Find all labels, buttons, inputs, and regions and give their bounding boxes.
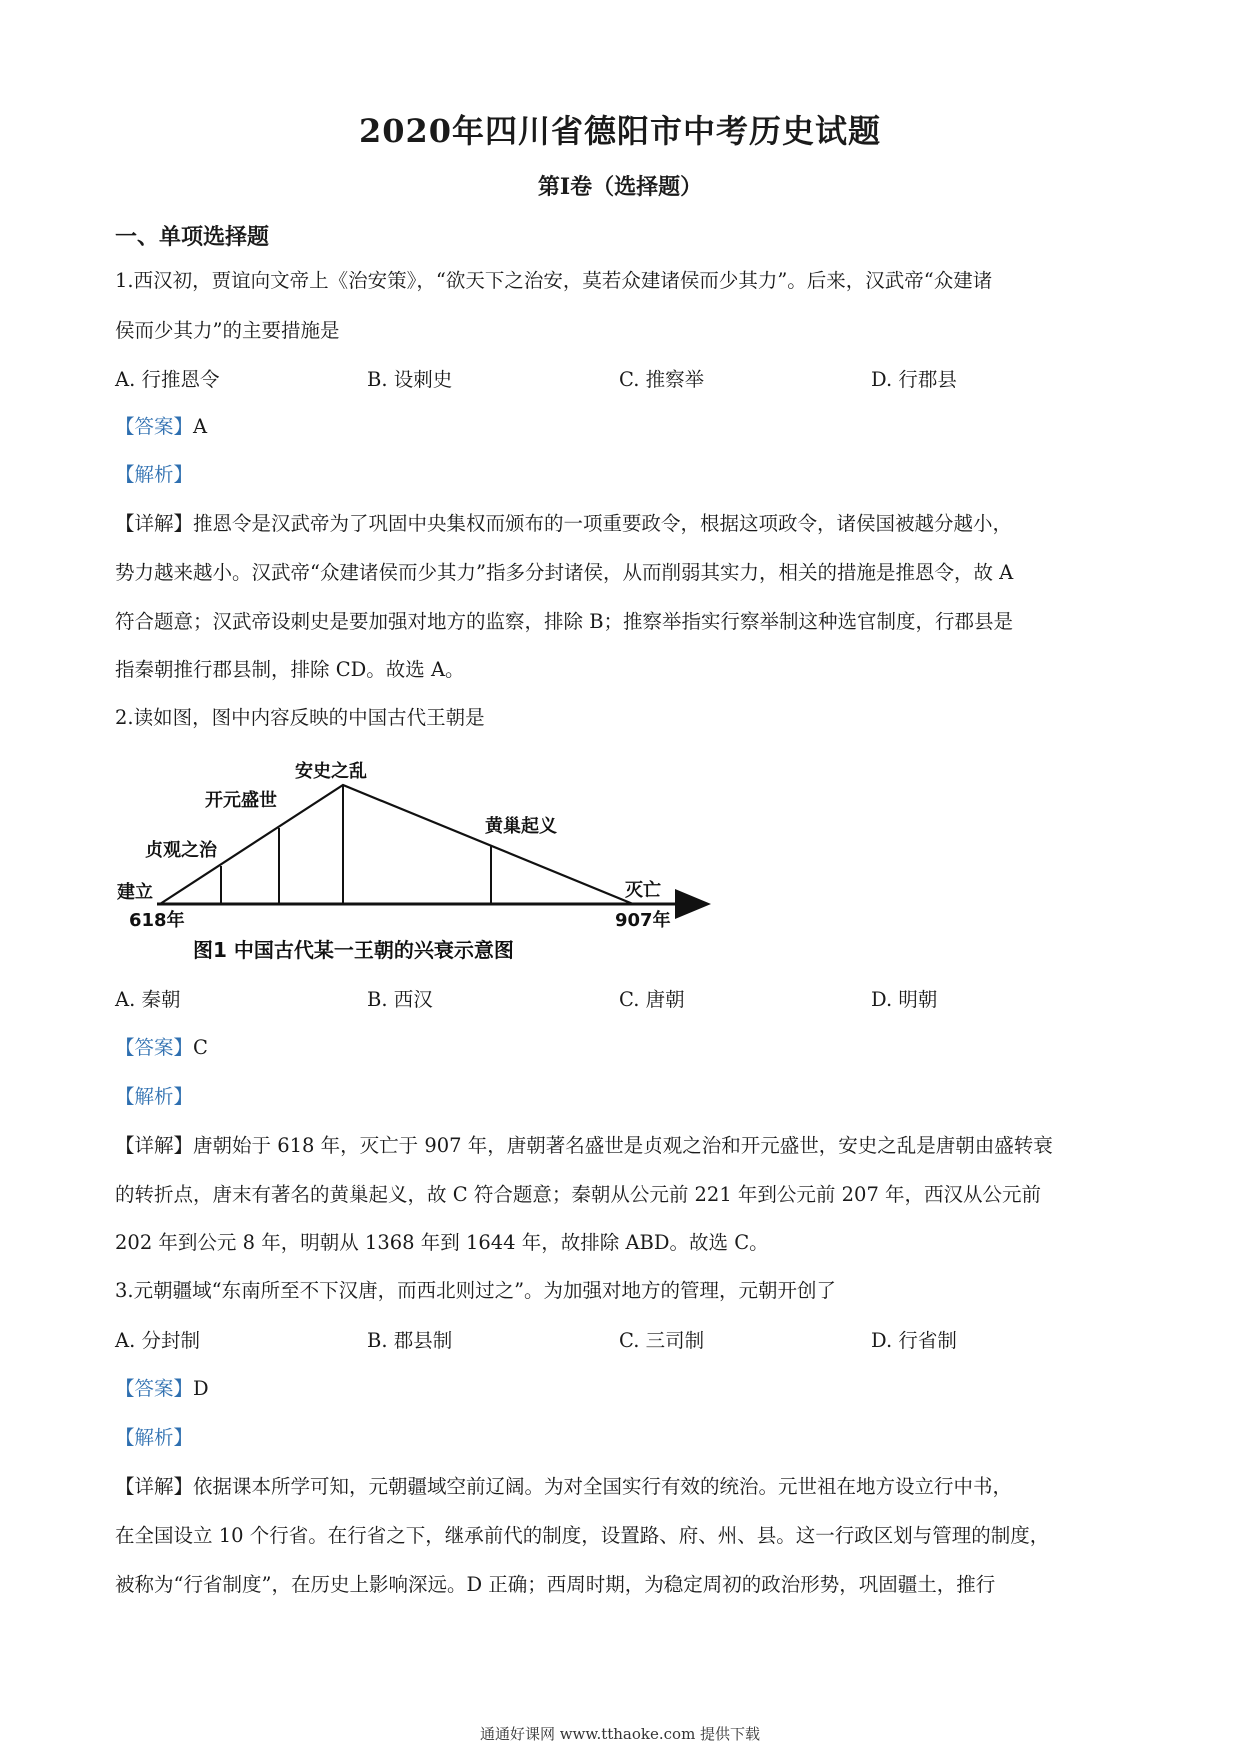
label-fall: 灭亡 — [625, 880, 661, 901]
q1-stem-line-1: 1.西汉初，贾谊向文帝上《治安策》，“欲天下之治安，莫若众建诸侯而少其力”。后来，汉武帝“众建诸 — [115, 269, 993, 292]
q3-stem: 3.元朝疆域“东南所至不下汉唐，而西北则过之”。为加强对地方的管理，元朝开创了 — [115, 1279, 837, 1302]
q1-stem-line-2: 侯而少其力”的主要措施是 — [115, 319, 340, 342]
detail-tag: 【详解】 — [115, 1475, 194, 1498]
q2-options — [115, 984, 1131, 1014]
q3-option-a: A. 分封制 — [115, 1329, 200, 1352]
q3-detail-line-2: 在全国设立 10 个行省。在行省之下，继承前代的制度，设置路、府、州、县。这一行政区划与管理的制度， — [115, 1524, 1050, 1547]
q1-option-b: B. 设刺史 — [367, 368, 453, 391]
dynasty-rise-fall-diagram — [115, 752, 715, 967]
q1-option-c: C. 推察举 — [619, 368, 705, 391]
page-footer: 通通好课网 www.tthaoke.com 提供下载 — [479, 1725, 761, 1743]
q1-detail-line-2: 势力越来越小。汉武帝“众建诸侯而少其力”指多分封诸侯，从而削弱其实力，相关的措施是推恩令，故 A — [115, 561, 1014, 584]
diagram-svg — [115, 752, 715, 967]
q3-detail-line-3: 被称为“行省制度”，在历史上影响深远。D 正确；西周时期，为稳定周初的政治形势，巩固疆土，推行 — [115, 1573, 996, 1596]
answer-tag: 【答案】 — [115, 1036, 194, 1059]
q3-answer — [115, 1374, 209, 1404]
answer-tag: 【答案】 — [115, 415, 194, 438]
q2-option-c: C. 唐朝 — [619, 988, 685, 1011]
q2-detail-line-2: 的转折点，唐末有著名的黄巢起义，故 C 符合题意；秦朝从公元前 221 年到公元前 207 年，西汉从公元前 — [115, 1183, 1042, 1206]
q3-option-b: B. 郡县制 — [367, 1329, 453, 1352]
q1-answer — [115, 412, 207, 442]
analysis-tag: 【解析】 — [115, 1426, 194, 1449]
label-anshi: 安史之乱 — [295, 761, 367, 782]
q2-answer — [115, 1033, 208, 1063]
q2-option-b: B. 西汉 — [367, 988, 433, 1011]
figure-caption: 图1 中国古代某一王朝的兴衰示意图 — [193, 938, 514, 962]
q3-option-c: C. 三司制 — [619, 1329, 705, 1352]
q3-detail-text-1: 依据课本所学可知，元朝疆域空前辽阔。为对全国实行有效的统治。元世祖在地方设立行中书， — [193, 1475, 1013, 1498]
q2-analysis — [115, 1082, 193, 1112]
q2-stem: 2.读如图，图中内容反映的中国古代王朝是 — [115, 706, 485, 729]
q1-detail-text-1: 推恩令是汉武帝为了巩固中央集权而颁布的一项重要政令，根据这项政令，诸侯国被越分越小， — [193, 512, 1013, 535]
q1-detail-line-4: 指秦朝推行郡县制，排除 CD。故选 A。 — [115, 658, 465, 681]
q1-option-a: A. 行推恩令 — [115, 368, 220, 391]
q2-detail-line-1 — [115, 1131, 1131, 1161]
q3-options — [115, 1325, 1131, 1355]
q3-option-d: D. 行省制 — [871, 1329, 957, 1352]
label-founding: 建立 — [117, 882, 153, 903]
detail-tag: 【详解】 — [115, 512, 194, 535]
q2-option-a: A. 秦朝 — [115, 988, 181, 1011]
q3-answer-value: D — [193, 1377, 209, 1400]
label-start-year: 618年 — [129, 910, 185, 931]
detail-tag: 【详解】 — [115, 1134, 194, 1157]
q3-analysis — [115, 1423, 193, 1453]
q1-detail-line-1 — [115, 509, 1131, 539]
answer-tag: 【答案】 — [115, 1377, 194, 1400]
q1-option-d: D. 行郡县 — [871, 368, 957, 391]
page-title: 2020年四川省德阳市中考历史试题 — [358, 112, 882, 150]
label-end-year: 907年 — [615, 910, 671, 931]
q1-detail-line-3: 符合题意；汉武帝设刺史是要加强对地方的监察，排除 B；推察举指实行察举制这种选官制度，行郡县是 — [115, 610, 1014, 633]
paper-subtitle: 第Ⅰ卷（选择题） — [537, 174, 703, 200]
q2-answer-value: C — [193, 1036, 208, 1059]
section-heading: 一、单项选择题 — [115, 224, 270, 250]
analysis-tag: 【解析】 — [115, 463, 194, 486]
q2-detail-line-3: 202 年到公元 8 年，明朝从 1368 年到 1644 年，故排除 ABD。故选 C。 — [115, 1231, 769, 1254]
label-huangchao: 黄巢起义 — [485, 816, 557, 837]
label-kaiyuan: 开元盛世 — [205, 790, 277, 811]
analysis-tag: 【解析】 — [115, 1085, 194, 1108]
q1-answer-value: A — [193, 415, 208, 438]
q3-detail-line-1 — [115, 1472, 1131, 1502]
q1-options — [115, 364, 1131, 394]
label-zhenguan: 贞观之治 — [145, 840, 217, 861]
q2-detail-text-1: 唐朝始于 618 年，灭亡于 907 年，唐朝著名盛世是贞观之治和开元盛世，安史之乱是唐朝由盛转衰 — [193, 1134, 1053, 1157]
q2-option-d: D. 明朝 — [871, 988, 938, 1011]
q1-analysis — [115, 460, 193, 490]
